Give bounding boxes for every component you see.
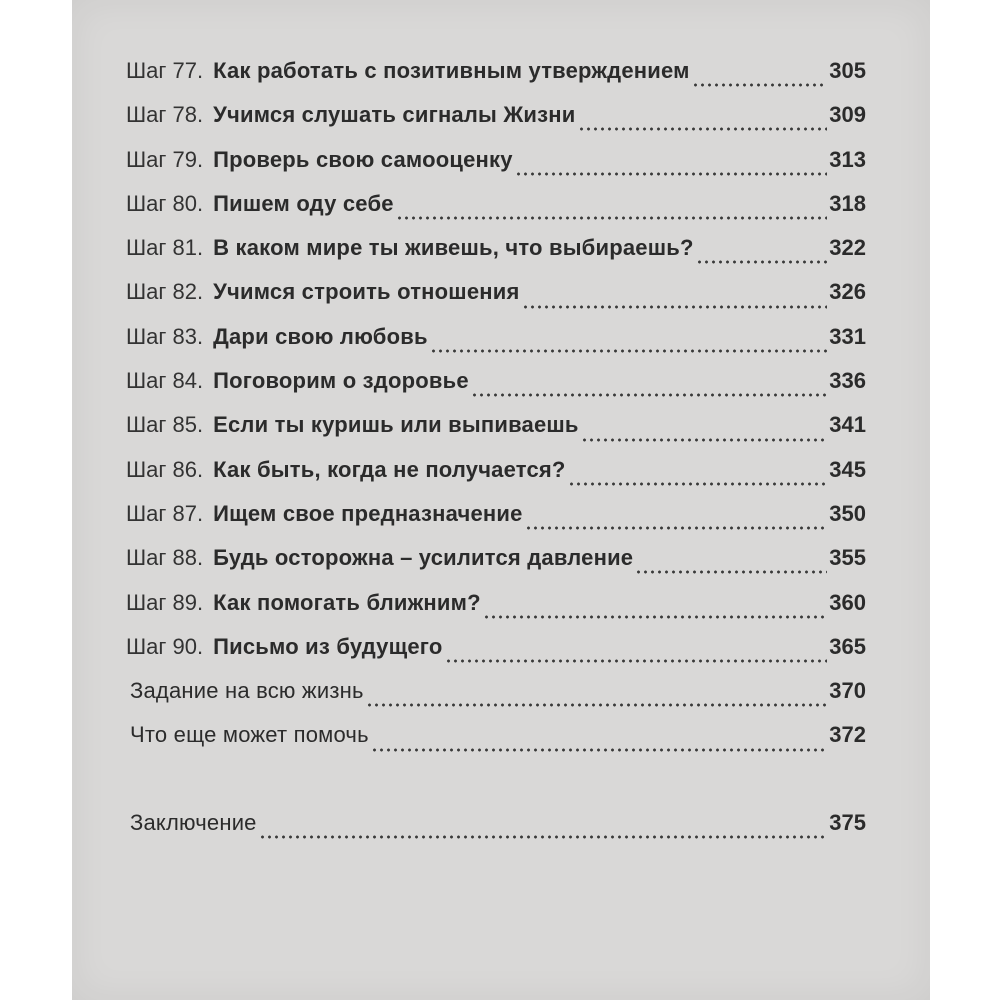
toc-page-number: 345	[829, 456, 866, 482]
toc-entry	[126, 545, 866, 589]
toc-entry	[126, 634, 866, 678]
table-of-contents	[126, 58, 866, 854]
toc-page-number: 350	[829, 500, 866, 526]
dot-leader	[515, 172, 828, 176]
toc-step-number: Шаг 87.	[126, 500, 204, 526]
toc-entry	[126, 58, 866, 102]
toc-page-number: 375	[829, 809, 866, 835]
toc-step-number: Шаг 78.	[126, 102, 204, 128]
dot-leader	[692, 83, 828, 87]
toc-title: Если ты куришь или выпиваешь	[213, 412, 579, 438]
toc-page-number: 309	[829, 102, 866, 128]
toc-step-number: Шаг 77.	[126, 58, 204, 83]
dot-leader	[396, 216, 828, 220]
dot-leader	[696, 260, 828, 264]
toc-page-number: 372	[829, 722, 866, 748]
toc-entry	[126, 678, 866, 722]
dot-leader	[366, 703, 828, 707]
toc-page-number: 322	[829, 235, 866, 261]
dot-leader	[259, 835, 828, 839]
toc-title: Как помогать ближним?	[213, 589, 481, 615]
toc-step-number: Шаг 84.	[126, 368, 204, 394]
dot-leader	[522, 305, 828, 309]
toc-page-number: 326	[829, 279, 866, 305]
toc-step-number: Шаг 83.	[126, 323, 204, 349]
dot-leader	[483, 615, 828, 619]
toc-entry	[126, 590, 866, 634]
toc-step-number: Шаг 80.	[126, 190, 204, 216]
dot-leader	[471, 393, 828, 397]
toc-title: Учимся строить отношения	[213, 279, 520, 305]
toc-title: Пишем оду себе	[213, 190, 394, 216]
toc-page-number: 318	[829, 190, 866, 216]
toc-entry	[126, 191, 866, 235]
toc-title: Что еще может помочь	[130, 722, 369, 748]
toc-entry	[126, 147, 866, 191]
toc-entry	[126, 279, 866, 323]
dot-leader	[578, 127, 828, 131]
toc-title: Ищем свое предназначение	[213, 500, 523, 526]
dot-leader	[371, 748, 828, 752]
toc-step-number: Шаг 88.	[126, 545, 204, 571]
toc-title: Будь осторожна – усилится давление	[213, 545, 634, 571]
dot-leader	[635, 570, 827, 574]
toc-entry	[126, 102, 866, 146]
dot-leader	[581, 438, 828, 442]
toc-entry	[126, 412, 866, 456]
toc-title: Проверь свою самооценку	[213, 146, 513, 172]
toc-title: Заключение	[130, 809, 257, 835]
toc-step-number: Шаг 89.	[126, 589, 204, 615]
toc-title: Поговорим о здоровье	[213, 368, 469, 394]
toc-title: Учимся слушать сигналы Жизни	[213, 102, 576, 128]
toc-title: В каком мире ты живешь, что выбираешь?	[213, 235, 694, 261]
dot-leader	[525, 526, 828, 530]
toc-step-number: Шаг 85.	[126, 412, 204, 438]
toc-entry	[126, 810, 866, 854]
toc-page-number: 365	[829, 633, 866, 659]
toc-step-number: Шаг 79.	[126, 146, 204, 172]
toc-page-number: 305	[829, 58, 866, 83]
toc-entry	[126, 722, 866, 766]
toc-page-number: 331	[829, 323, 866, 349]
dot-leader	[568, 482, 828, 486]
toc-entry	[126, 235, 866, 279]
toc-entry	[126, 457, 866, 501]
toc-entry	[126, 368, 866, 412]
toc-step-number: Шаг 90.	[126, 633, 204, 659]
toc-page-number: 341	[829, 412, 866, 438]
toc-title: Как работать с позитивным утверждением	[213, 58, 690, 83]
toc-title: Как быть, когда не получается?	[213, 456, 566, 482]
toc-step-number: Шаг 82.	[126, 279, 204, 305]
toc-page-number: 360	[829, 589, 866, 615]
toc-title: Задание на всю жизнь	[130, 678, 364, 704]
toc-page-number: 370	[829, 678, 866, 704]
toc-title: Письмо из будущего	[213, 633, 443, 659]
toc-page-number: 336	[829, 368, 866, 394]
toc-step-number: Шаг 86.	[126, 456, 204, 482]
toc-title: Дари свою любовь	[213, 323, 428, 349]
toc-page-number: 355	[829, 545, 866, 571]
toc-step-number: Шаг 81.	[126, 235, 204, 261]
toc-entry	[126, 501, 866, 545]
dot-leader	[430, 349, 828, 353]
toc-page-number: 313	[829, 146, 866, 172]
toc-entry	[126, 324, 866, 368]
dot-leader	[445, 659, 828, 663]
